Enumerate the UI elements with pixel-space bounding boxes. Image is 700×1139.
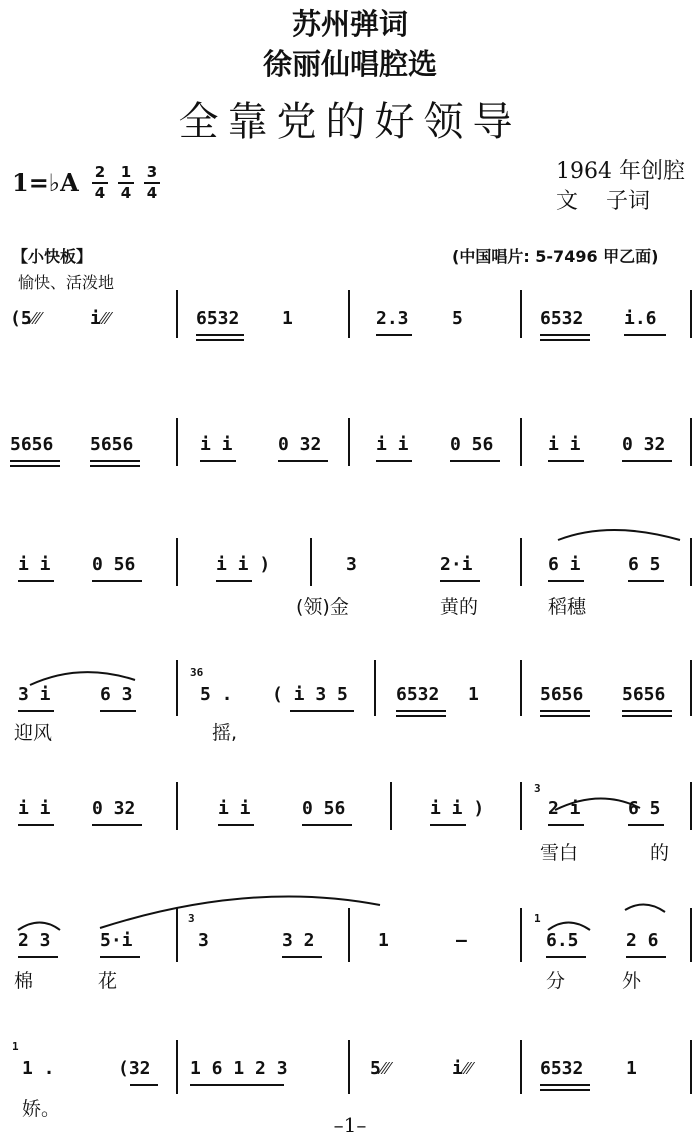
underline — [196, 339, 244, 341]
note-group: 6532 — [540, 1058, 584, 1079]
note-group: 6532 — [396, 684, 440, 705]
barline — [520, 538, 522, 586]
lyricist-credit: 文 子词 — [556, 189, 650, 214]
lyric: 分 — [546, 970, 566, 992]
underline — [622, 715, 672, 717]
lyric: 棉 — [14, 970, 34, 992]
note-group: 5 . — [200, 684, 233, 705]
underline — [440, 580, 480, 582]
note-group: i i — [18, 798, 51, 819]
underline — [540, 334, 590, 336]
note-group: 2 3 — [18, 930, 51, 951]
barline — [348, 1040, 350, 1094]
underline — [196, 334, 244, 336]
grace-note: 36 — [190, 666, 204, 679]
barline — [310, 538, 312, 586]
note-group: 5656 — [10, 434, 54, 455]
underline — [624, 334, 666, 336]
note-group: 3 2 — [282, 930, 315, 951]
note-group: i i — [376, 434, 409, 455]
note-group: i i ) — [430, 798, 485, 819]
barline — [520, 782, 522, 830]
barline — [690, 538, 692, 586]
underline — [626, 956, 666, 958]
record-info: (中国唱片: 5-7496 甲乙面) — [452, 247, 659, 266]
note-group: i i — [18, 554, 51, 575]
note-group: 5656 — [90, 434, 134, 455]
note-group: 0 32 — [278, 434, 322, 455]
underline — [200, 460, 236, 462]
note-group: 2·i — [440, 554, 473, 575]
underline — [90, 460, 140, 462]
underline — [92, 824, 142, 826]
lyric: 的 — [650, 842, 670, 864]
note-group: i i ) — [216, 554, 271, 575]
note-group: 5656 — [540, 684, 584, 705]
barline — [348, 290, 350, 338]
lyric: 娇。 — [22, 1098, 61, 1120]
underline — [216, 580, 252, 582]
underline — [376, 460, 412, 462]
barline — [690, 1040, 692, 1094]
note-group: 6 3 — [100, 684, 133, 705]
barline — [690, 418, 692, 466]
collection-title: 苏州弹词 — [291, 7, 408, 41]
underline — [218, 824, 254, 826]
grace-note: 3 — [534, 782, 541, 795]
underline — [548, 460, 584, 462]
barline — [176, 660, 178, 716]
note-group: 0 56 — [302, 798, 346, 819]
grace-note: 1 — [534, 912, 541, 925]
note-group: 6532 — [540, 308, 584, 329]
meter-2-4: 2 4 — [92, 164, 108, 202]
note-group: (32 — [118, 1058, 151, 1079]
note-group: 1 — [282, 308, 293, 329]
underline — [100, 956, 140, 958]
key-signature: 1=♭A — [12, 168, 79, 197]
slur-row3 — [558, 530, 680, 540]
note-group: i i — [200, 434, 233, 455]
expression-marking: 愉快、活泼地 — [18, 273, 115, 292]
underline — [278, 460, 328, 462]
underline — [18, 580, 54, 582]
note-group: 3 i — [18, 684, 51, 705]
note-group: 6 5 — [628, 798, 661, 819]
underline — [18, 956, 58, 958]
underline — [302, 824, 352, 826]
lyric: 黄的 — [440, 596, 479, 618]
note-group: i.6 — [624, 308, 657, 329]
underline — [622, 710, 672, 712]
note-group: 3 — [346, 554, 357, 575]
barline — [176, 418, 178, 466]
barline — [690, 660, 692, 716]
barline — [176, 908, 178, 962]
underline — [376, 334, 412, 336]
tempo-marking: 【小快板】 — [12, 247, 93, 266]
note-group: i i — [218, 798, 251, 819]
underline — [430, 824, 466, 826]
note-group: 6532 — [196, 308, 240, 329]
collection-subtitle: 徐丽仙唱腔选 — [262, 47, 437, 81]
note-group: 6 5 — [628, 554, 661, 575]
underline — [540, 710, 590, 712]
barline — [176, 1040, 178, 1094]
barline — [520, 290, 522, 338]
underline — [540, 339, 590, 341]
note-group: 5⁄⁄⁄ — [370, 1058, 390, 1079]
note-group: i i — [548, 434, 581, 455]
song-title: 全靠党的好领导 — [178, 99, 522, 145]
underline — [628, 824, 664, 826]
page-number: –1– — [333, 1113, 367, 1137]
underline — [100, 710, 136, 712]
note-group: 1 — [468, 684, 479, 705]
barline — [390, 782, 392, 830]
slur-row6-c — [548, 923, 590, 931]
lyric: 稻穗 — [548, 596, 587, 618]
slur-row6-b — [100, 896, 380, 928]
barline — [348, 908, 350, 962]
barline — [520, 1040, 522, 1094]
barline — [348, 418, 350, 466]
meter-1-4: 1 4 — [118, 164, 134, 202]
lyric: 外 — [622, 970, 642, 992]
note-group: i⁄⁄⁄ — [90, 308, 110, 329]
barline — [176, 290, 178, 338]
barline — [520, 660, 522, 716]
underline — [18, 710, 54, 712]
underline — [450, 460, 500, 462]
note-group: 2 6 — [626, 930, 659, 951]
note-group: 2.3 — [376, 308, 409, 329]
barline — [176, 538, 178, 586]
underline — [540, 1089, 590, 1091]
note-group: 6.5 — [546, 930, 579, 951]
lyric: 雪白 — [540, 842, 579, 864]
lyric: (领)金 — [296, 596, 349, 618]
barline — [176, 782, 178, 830]
grace-note: 1 — [12, 1040, 19, 1053]
note-group: – — [456, 930, 467, 951]
underline — [282, 956, 322, 958]
underline — [540, 1084, 590, 1086]
note-group: 1 — [626, 1058, 637, 1079]
barline — [520, 908, 522, 962]
note-group: ( i 3 5 — [272, 684, 348, 705]
underline — [548, 580, 584, 582]
underline — [548, 824, 584, 826]
note-group: 5656 — [622, 684, 666, 705]
underline — [546, 956, 586, 958]
note-group: 1 . — [22, 1058, 55, 1079]
note-group: i⁄⁄⁄ — [452, 1058, 472, 1079]
underline — [290, 710, 354, 712]
composition-year: 1964 年创腔 — [556, 159, 685, 184]
lyric: 花 — [98, 970, 118, 992]
underline — [92, 580, 142, 582]
barline — [690, 290, 692, 338]
note-group: 5 — [452, 308, 463, 329]
underline — [628, 580, 664, 582]
underline — [622, 460, 672, 462]
underline — [396, 710, 446, 712]
underline — [130, 1084, 158, 1086]
note-group: 1 — [378, 930, 389, 951]
underline — [190, 1084, 284, 1086]
barline — [374, 660, 376, 716]
note-group: 1 6 1 2 3 — [190, 1058, 288, 1079]
underline — [10, 460, 60, 462]
lyric: 摇, — [212, 722, 238, 744]
underline — [18, 824, 54, 826]
grace-note: 3 — [188, 912, 195, 925]
underline — [90, 465, 140, 467]
underline — [540, 715, 590, 717]
underline — [396, 715, 446, 717]
slur-row6-d — [625, 904, 665, 912]
barline — [690, 908, 692, 962]
note-group: 3 — [198, 930, 209, 951]
barline — [690, 782, 692, 830]
barline — [520, 418, 522, 466]
note-group: 2 i — [548, 798, 581, 819]
slur-row6-a — [18, 923, 60, 931]
note-group: 5·i — [100, 930, 133, 951]
note-group: 0 32 — [622, 434, 666, 455]
note-group: 0 56 — [92, 554, 136, 575]
note-group: (5⁄⁄⁄ — [10, 308, 41, 329]
note-group: 0 56 — [450, 434, 494, 455]
underline — [10, 465, 60, 467]
meter-3-4: 3 4 — [144, 164, 160, 202]
lyric: 迎风 — [14, 722, 53, 744]
note-group: 6 i — [548, 554, 581, 575]
note-group: 0 32 — [92, 798, 136, 819]
